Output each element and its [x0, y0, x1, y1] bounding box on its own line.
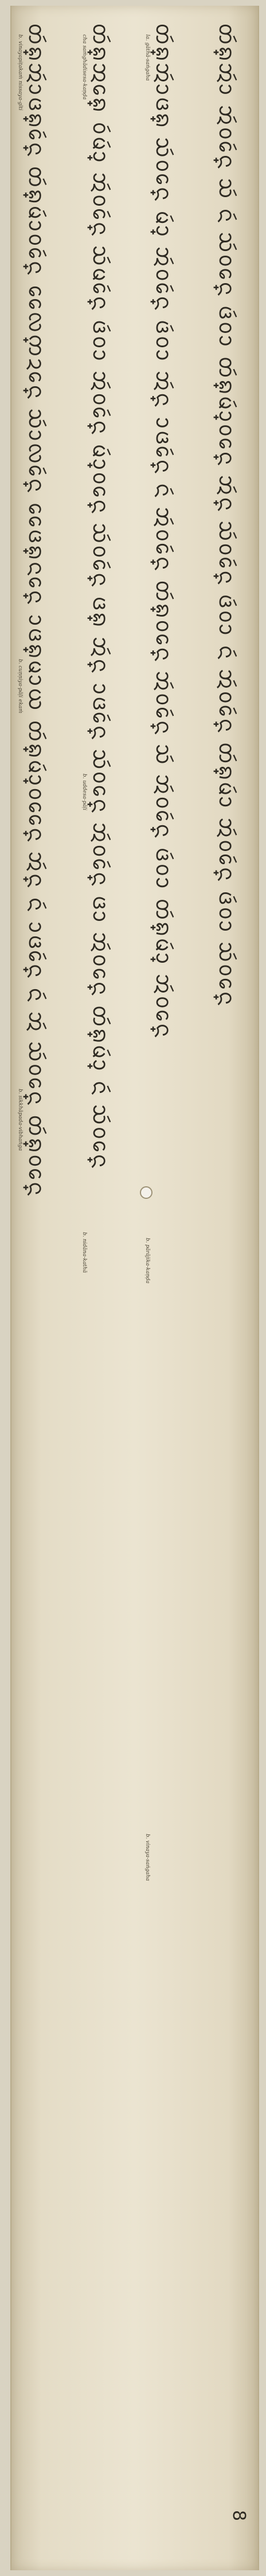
- annotation: b. vinaya-saṅgaha: [144, 1834, 150, 1881]
- annotation: b. nidāna-kathā: [81, 1232, 87, 1273]
- annotation: la. gāthā-saṅgaha: [144, 34, 150, 81]
- annotation: b. pārājika-kaṇḍa: [144, 1238, 150, 1284]
- text-line-2: ᨲᩢ᩠ᨦᩋᩮ᩠ᨦ ᩅᩢᨾᩢ᩠ᩣ ᩋᩢᩅᩮᩢ᩠ᨶ ᩈᩢᨾᩮᩢ᩠ᨶ ᨴᩢᩅᩣ ᩋᩢᩅᩮᩢ᩠ᨶ ᨾᩢ᩠ᩣᩅᩮ᩠ᨶ ᩈᩢᩅᩮᩢ᩠ᨶ ᨴ᩠ᨦ ᩋᩢ᩠ᨶ ᩣᨴᩮᩢ᩠ᨶ ᩈᩢᩅᩮ᩠ᨶ ᩋᩢᩅᩮᩢ᩠ᨶ ᨴᩣ ᩋᩢᩅᩮ᩠ᨶ ᨲᩢ᩠ᨦᨾᩢ᩠ᩣ ᨶᩢ ᩈᩢᩅᩮ᩠ᨶ: [88, 23, 114, 1170]
- annotation: b. sikkhāpada-vibhaṅga: [17, 1089, 23, 1151]
- text-line-1: ᨲᩢ᩠ᨦᩋᩢᩣᨴ᩠ᨦᩮᩢ᩠ᨶ ᨲᩢ᩠ᨦᨾᩢᩣᩅᩮᩢ᩠ᨶ ᩯᩃ᩠ᨠᨯᩮ᩠ᨶ ᩈᩢᩣᩃᩮᩢ᩠ᨶ ᩯᨴ᩠ᨦᨶᩮ᩠ᨶ ᩣᨴ᩠ᨦᨾᩣᨿ ᨲᩢ᩠ᨦᨾᩢ᩠ᩣᩅᩯ᩠ᨶ ᩋᩢ᩠ᨶ ᨶᩢ ᩣᨴᩮᩢ᩠ᨶ ᨶᩢ ᩋᩢ ᩈᩢᩅᩮ᩠ᨶ ᨲᩢ᩠ᨦᩅᩮ᩠ᨶ: [24, 23, 49, 1198]
- annotation: b. vinayapiṭakaṁ nissaya-gīti: [17, 34, 23, 111]
- annotation: cha saṁghādisesa-kaṇḍa: [81, 34, 87, 100]
- page-number: 8: [229, 2510, 249, 2522]
- text-line-3: ᨲᩢ᩠ᨦᩋᩢᩣᨴ᩠ᨦ ᩈᩢᩅᩮ᩠ᨶ ᨾᩢ᩠ᩣ ᩋᩢᩅᩮᩢ᩠ᨶ ᨴᩢᩅᩣ ᩋᩢ᩠ᨶ ᩣᨴᩮᩢ᩠ᨶ ᨶᩢ ᩋᩢᩅᩮᩢ᩠ᨶ ᨲᩢ᩠ᨦᩅᩮ᩠ᨶ ᩋᩢᩅᩮᩢ᩠ᨶ ᩈᩢ ᩋᩢᩅᩮᩢ᩠ᨶ ᨴᩢᩅᩣ ᨲᩢ᩠ᨦᨾᩢ᩠ᩣ ᩋᩢᩅᩮ᩠ᨶ: [151, 23, 177, 1039]
- text-line-4: ᨲᩢ᩠ᨦᩋᩢᩣ ᩋᩢᩅᩮᩢ᩠ᨶ ᩈᩢ ᨶᩢ ᩈᩢᩅᩮ᩠ᨶ ᨴᩢᩅᩣ ᨲᩢ᩠ᨦᨾᩢ᩠ᩣᩅᩮ᩠ᨶ ᩋᩢ᩠ᨶ ᩈᩢᩅᩮᩢ᩠ᨶ ᨴᩢᩅᩣ ᨶᩢ ᩋᩢᩅᩮᩢ᩠ᨶ ᨲᩢ᩠ᨦᨾᩢᩣ ᩋᩢᩅᩮᩢ᩠ᨶ ᨴᩢᩅᩣ ᩈᩢᩅᩮ᩠ᨶ: [214, 23, 240, 1007]
- annotation: b. cuṇṇiya-pāḷi ekaṁ: [17, 659, 23, 713]
- annotation: b. uddesa-pāḷi: [81, 774, 87, 811]
